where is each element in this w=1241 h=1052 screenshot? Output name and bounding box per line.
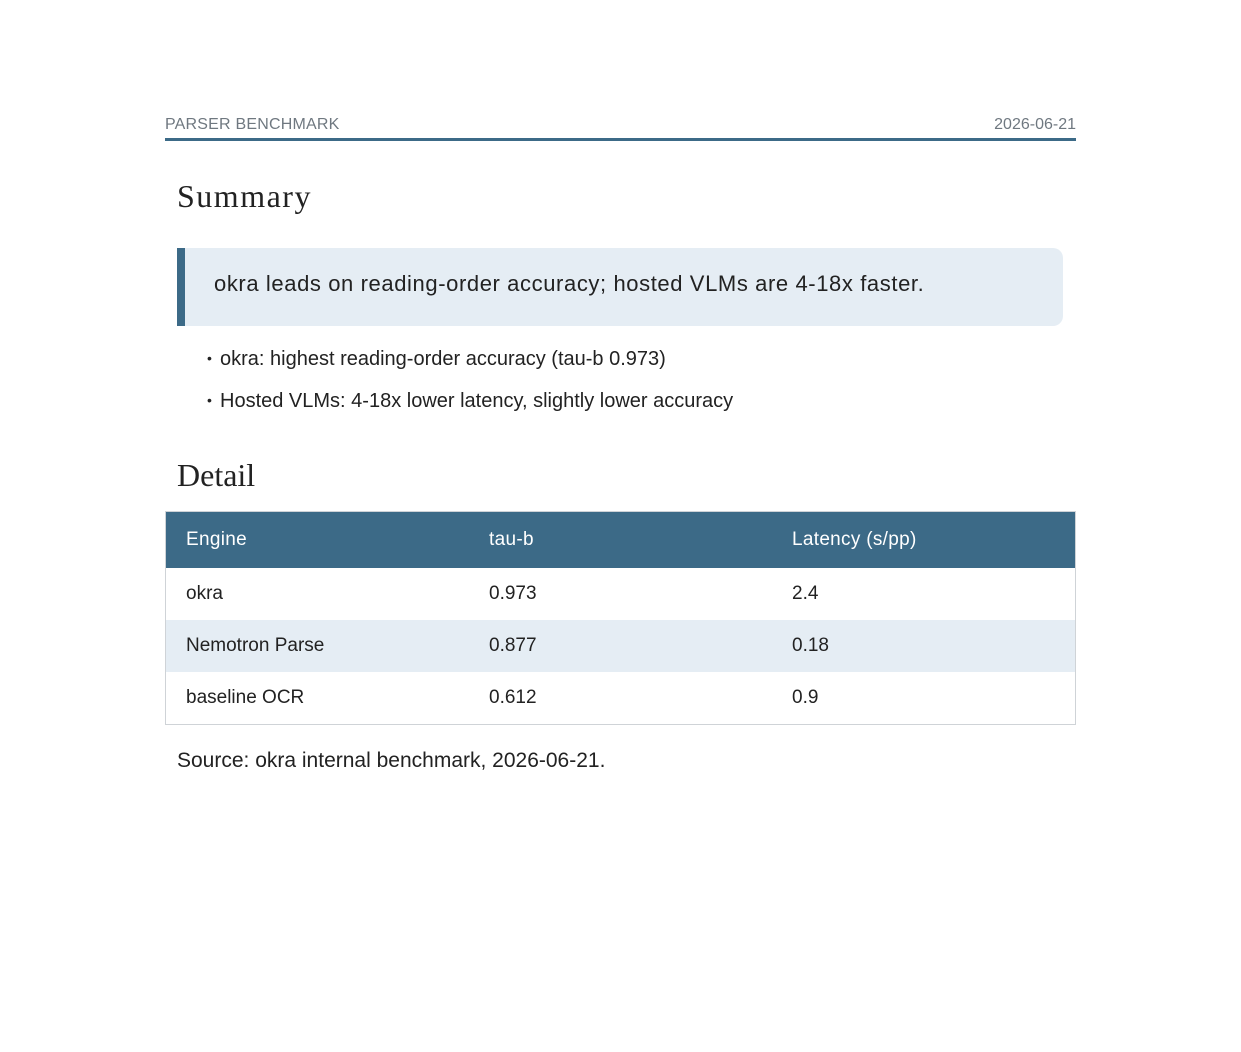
cell-engine: Nemotron Parse <box>186 635 325 656</box>
column-header-engine: Engine <box>186 529 247 550</box>
cell-engine: okra <box>186 583 223 604</box>
summary-heading: Summary <box>177 178 312 214</box>
bullet-item <box>207 344 733 386</box>
bullet-icon: • <box>207 392 212 408</box>
callout-text: okra leads on reading-order accuracy; hosted VLMs are 4-18x faster. <box>214 271 925 296</box>
table-row <box>166 672 1075 724</box>
cell-tau-b: 0.612 <box>489 687 537 708</box>
header-date: 2026-06-21 <box>994 116 1076 133</box>
table-row <box>166 620 1075 672</box>
source-note: Source: okra internal benchmark, 2026-06-21. <box>177 749 606 772</box>
bullet-text: Hosted VLMs: 4-18x lower latency, slightly lower accuracy <box>220 390 734 412</box>
detail-heading: Detail <box>177 457 256 493</box>
cell-latency: 2.4 <box>792 583 819 604</box>
cell-latency: 0.18 <box>792 635 829 656</box>
table-header-row <box>166 512 1075 568</box>
column-header-latency: Latency (s/pp) <box>792 529 917 550</box>
cell-tau-b: 0.973 <box>489 583 537 604</box>
table-row <box>166 568 1075 620</box>
header-title: PARSER BENCHMARK <box>165 116 340 133</box>
bullet-item <box>207 386 733 428</box>
summary-callout <box>177 248 1063 326</box>
cell-latency: 0.9 <box>792 687 819 708</box>
running-header <box>165 116 1076 141</box>
bullet-icon: • <box>207 350 212 366</box>
column-header-tau-b: tau-b <box>489 529 534 550</box>
cell-engine: baseline OCR <box>186 687 305 708</box>
cell-tau-b: 0.877 <box>489 635 537 656</box>
bullet-text: okra: highest reading-order accuracy (tau-b 0.973) <box>220 348 666 370</box>
summary-bullet-list <box>207 344 733 428</box>
benchmark-table <box>165 511 1076 725</box>
